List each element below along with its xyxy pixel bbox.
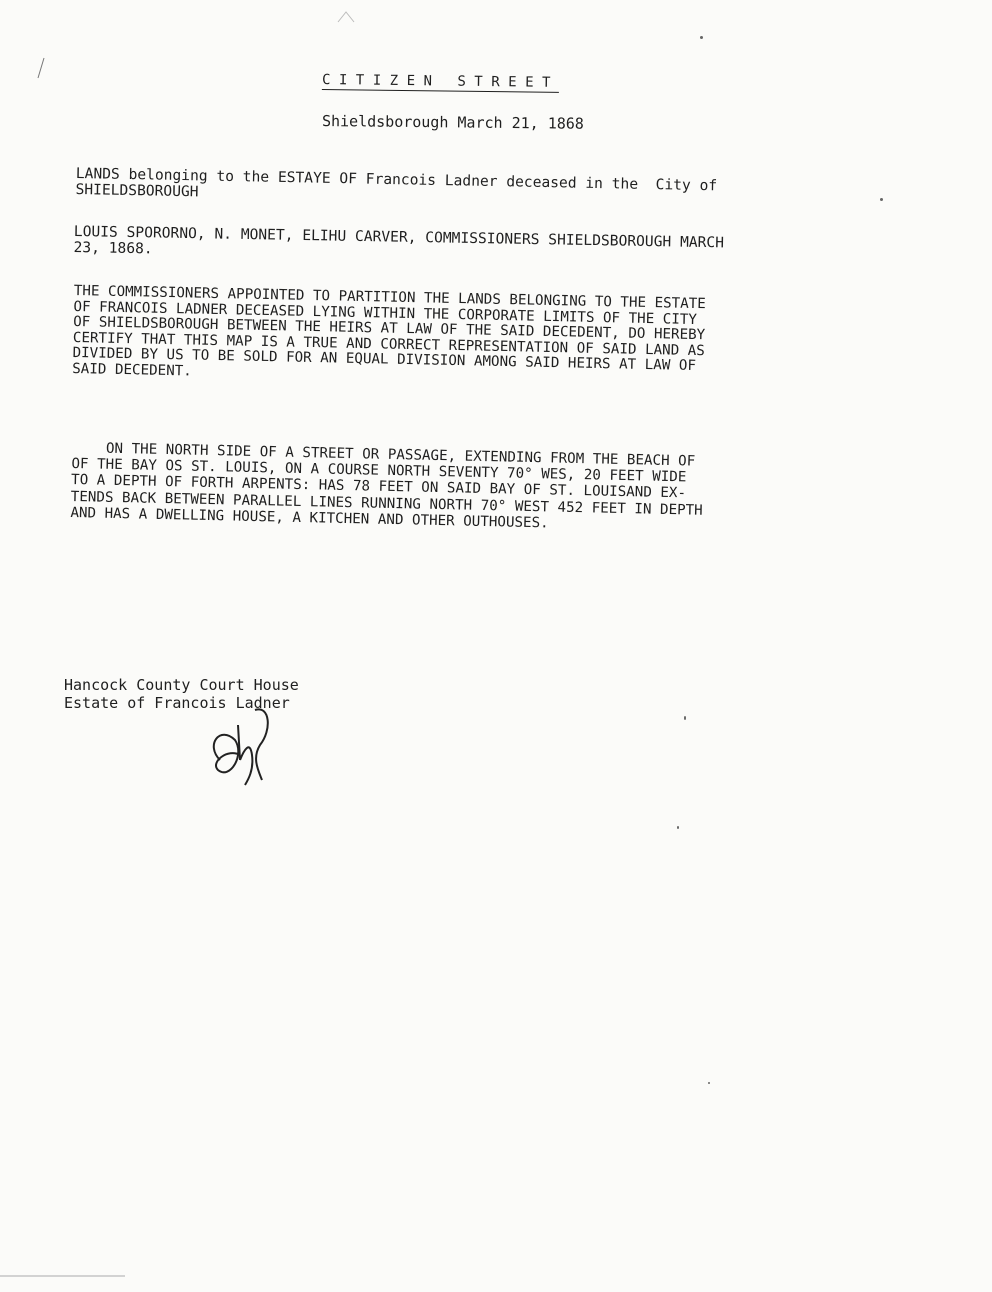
scan-mark xyxy=(36,56,46,80)
scan-speck xyxy=(684,716,686,720)
document-title: CITIZEN STREET xyxy=(321,72,560,91)
property-description-paragraph: ON THE NORTH SIDE OF A STREET OR PASSAGE, EXTENDING FROM THE BEACH OF OF THE BAY OS ST. LOUIS, ON A COURSE NORTH SEVENTY 70° WES, 20 FEET WIDE TO A DEPTH OF FORTH ARPENTS: HAS 78 FEET ON SAID BAY OF ST. LOUISAND EX- TENDS BACK BETWEEN PARALLEL LINES RUNNING NORTH 70° WEST 452 FEET IN DEPTH AND HAS A DWELLING HOUSE, A KITCHEN AND OTHER OUTHOUSES. xyxy=(70,440,703,532)
scan-mark xyxy=(336,10,356,24)
scan-speck xyxy=(700,36,703,39)
handwritten-initials-signature xyxy=(200,700,280,790)
scan-mark xyxy=(0,1272,130,1280)
footer-estate: Estate of Francois Ladner xyxy=(64,694,290,712)
scan-speck xyxy=(880,198,883,201)
dateline: Shieldsborough March 21, 1868 xyxy=(321,112,584,133)
lands-paragraph: LANDS belonging to the ESTAYE OF Francois Ladner deceased in the City of SHIELDSBOROUGH xyxy=(75,165,718,201)
scan-speck xyxy=(708,1082,710,1084)
scan-speck xyxy=(677,826,679,829)
certification-paragraph: THE COMMISSIONERS APPOINTED TO PARTITION THE LANDS BELONGING TO THE ESTATE OF FRANCOIS LADNER DECEASED LYING WITHIN THE CORPORATE LIMITS OF THE CITY OF SHIELDSBOROUGH BETWEEN THE HEIRS AT LAW OF THE SAID DECEDENT, DO HEREBY CERTIFY THAT THIS MAP IS A TRUE AND CORRECT REPRESENTATION OF SAID LAND AS DIVIDED BY US TO BE SOLD FOR AN EQUAL DIVISION AMONG SAID HEIRS AT LAW OF SAID DECEDENT. xyxy=(72,283,706,380)
commissioners-paragraph: LOUIS SPORORNO, N. MONET, ELIHU CARVER, COMMISSIONERS SHIELDSBOROUGH MARCH 23, 1868. xyxy=(73,223,725,258)
footer-courthouse: Hancock County Court House xyxy=(64,676,299,694)
